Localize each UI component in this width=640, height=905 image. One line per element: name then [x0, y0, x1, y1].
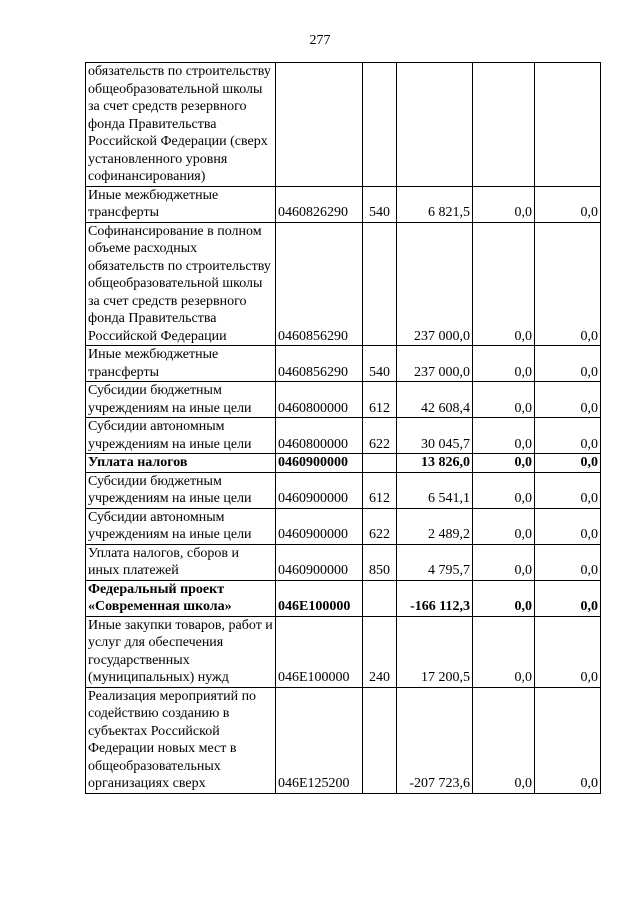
- row-code-cell: 0460856290: [276, 346, 363, 382]
- row-expense-type-cell: [363, 580, 397, 616]
- row-amount-cell: 4 795,7: [397, 544, 473, 580]
- row-code-cell: 0460826290: [276, 186, 363, 222]
- row-amount-cell: 42 608,4: [397, 382, 473, 418]
- row-amount-2-cell: 0,0: [473, 580, 535, 616]
- row-name-cell: Реализация мероприятий по содействию созданию в субъектах Российской Федерации новых мест в общеобразовательных организациях сверх: [86, 687, 276, 793]
- row-amount-2-cell: 0,0: [473, 186, 535, 222]
- row-code-cell: 0460856290: [276, 222, 363, 346]
- row-amount-cell: -166 112,3: [397, 580, 473, 616]
- row-amount-2-cell: 0,0: [473, 382, 535, 418]
- table-row: [86, 382, 601, 418]
- row-name-cell: Федеральный проект «Современная школа»: [86, 580, 276, 616]
- row-amount-3-cell: 0,0: [535, 186, 601, 222]
- row-code-cell: 046E125200: [276, 687, 363, 793]
- table-row: [86, 544, 601, 580]
- table-row: [86, 186, 601, 222]
- row-expense-type-cell: 612: [363, 382, 397, 418]
- row-name-cell: Субсидии автономным учреждениям на иные цели: [86, 418, 276, 454]
- row-amount-2-cell: 0,0: [473, 472, 535, 508]
- table-row: [86, 580, 601, 616]
- table-row: [86, 508, 601, 544]
- row-amount-3-cell: 0,0: [535, 382, 601, 418]
- row-expense-type-cell: 540: [363, 186, 397, 222]
- row-amount-3-cell: 0,0: [535, 544, 601, 580]
- row-amount-3-cell: 0,0: [535, 454, 601, 473]
- table-row: [86, 472, 601, 508]
- row-code-cell: 046E100000: [276, 580, 363, 616]
- row-amount-3-cell: [535, 63, 601, 187]
- row-amount-2-cell: 0,0: [473, 687, 535, 793]
- row-amount-3-cell: 0,0: [535, 687, 601, 793]
- row-amount-cell: 13 826,0: [397, 454, 473, 473]
- row-amount-cell: 237 000,0: [397, 222, 473, 346]
- table-row: [86, 222, 601, 346]
- row-amount-2-cell: 0,0: [473, 454, 535, 473]
- table-row: [86, 346, 601, 382]
- row-expense-type-cell: [363, 454, 397, 473]
- table-row: [86, 687, 601, 793]
- row-amount-2-cell: 0,0: [473, 508, 535, 544]
- row-code-cell: 0460800000: [276, 382, 363, 418]
- budget-table-body: [86, 63, 601, 794]
- row-expense-type-cell: 622: [363, 418, 397, 454]
- table-row: [86, 418, 601, 454]
- row-expense-type-cell: [363, 63, 397, 187]
- row-amount-3-cell: 0,0: [535, 346, 601, 382]
- table-row: [86, 616, 601, 687]
- row-expense-type-cell: 240: [363, 616, 397, 687]
- row-name-cell: Иные межбюджетные трансферты: [86, 186, 276, 222]
- row-amount-3-cell: 0,0: [535, 472, 601, 508]
- page-number: 277: [309, 33, 331, 48]
- table-row: [86, 454, 601, 473]
- table-row: [86, 63, 601, 187]
- row-code-cell: 0460900000: [276, 544, 363, 580]
- row-name-cell: Субсидии бюджетным учреждениям на иные цели: [86, 382, 276, 418]
- row-amount-cell: -207 723,6: [397, 687, 473, 793]
- row-name-cell: Софинансирование в полном объеме расходных обязательств по строительству общеобразовательной школы за счет средств резервного фонда Правительства Российской Федерации: [86, 222, 276, 346]
- row-name-cell: Субсидии автономным учреждениям на иные цели: [86, 508, 276, 544]
- row-amount-cell: 6 541,1: [397, 472, 473, 508]
- row-name-cell: Иные закупки товаров, работ и услуг для обеспечения государственных (муниципальных) нужд: [86, 616, 276, 687]
- row-expense-type-cell: 540: [363, 346, 397, 382]
- row-amount-cell: 2 489,2: [397, 508, 473, 544]
- row-amount-cell: 17 200,5: [397, 616, 473, 687]
- row-code-cell: 0460900000: [276, 508, 363, 544]
- row-amount-3-cell: 0,0: [535, 418, 601, 454]
- row-expense-type-cell: [363, 222, 397, 346]
- row-code-cell: 0460900000: [276, 454, 363, 473]
- row-expense-type-cell: 612: [363, 472, 397, 508]
- row-name-cell: Иные межбюджетные трансферты: [86, 346, 276, 382]
- row-code-cell: 046E100000: [276, 616, 363, 687]
- row-expense-type-cell: 850: [363, 544, 397, 580]
- row-amount-2-cell: 0,0: [473, 616, 535, 687]
- row-amount-3-cell: 0,0: [535, 222, 601, 346]
- row-code-cell: 0460900000: [276, 472, 363, 508]
- row-amount-cell: 237 000,0: [397, 346, 473, 382]
- row-amount-cell: 6 821,5: [397, 186, 473, 222]
- budget-table: [85, 62, 601, 794]
- row-expense-type-cell: [363, 687, 397, 793]
- row-name-cell: обязательств по строительству общеобразовательной школы за счет средств резервного фонда Правительства Российской Федерации (сверх установленного уровня софинансирования): [86, 63, 276, 187]
- row-amount-3-cell: 0,0: [535, 508, 601, 544]
- row-code-cell: 0460800000: [276, 418, 363, 454]
- row-amount-2-cell: 0,0: [473, 544, 535, 580]
- row-amount-cell: [397, 63, 473, 187]
- row-amount-cell: 30 045,7: [397, 418, 473, 454]
- row-amount-2-cell: [473, 63, 535, 187]
- row-amount-3-cell: 0,0: [535, 580, 601, 616]
- row-code-cell: [276, 63, 363, 187]
- row-expense-type-cell: 622: [363, 508, 397, 544]
- row-name-cell: Субсидии бюджетным учреждениям на иные цели: [86, 472, 276, 508]
- row-amount-3-cell: 0,0: [535, 616, 601, 687]
- row-name-cell: Уплата налогов, сборов и иных платежей: [86, 544, 276, 580]
- row-amount-2-cell: 0,0: [473, 346, 535, 382]
- row-amount-2-cell: 0,0: [473, 418, 535, 454]
- row-name-cell: Уплата налогов: [86, 454, 276, 473]
- row-amount-2-cell: 0,0: [473, 222, 535, 346]
